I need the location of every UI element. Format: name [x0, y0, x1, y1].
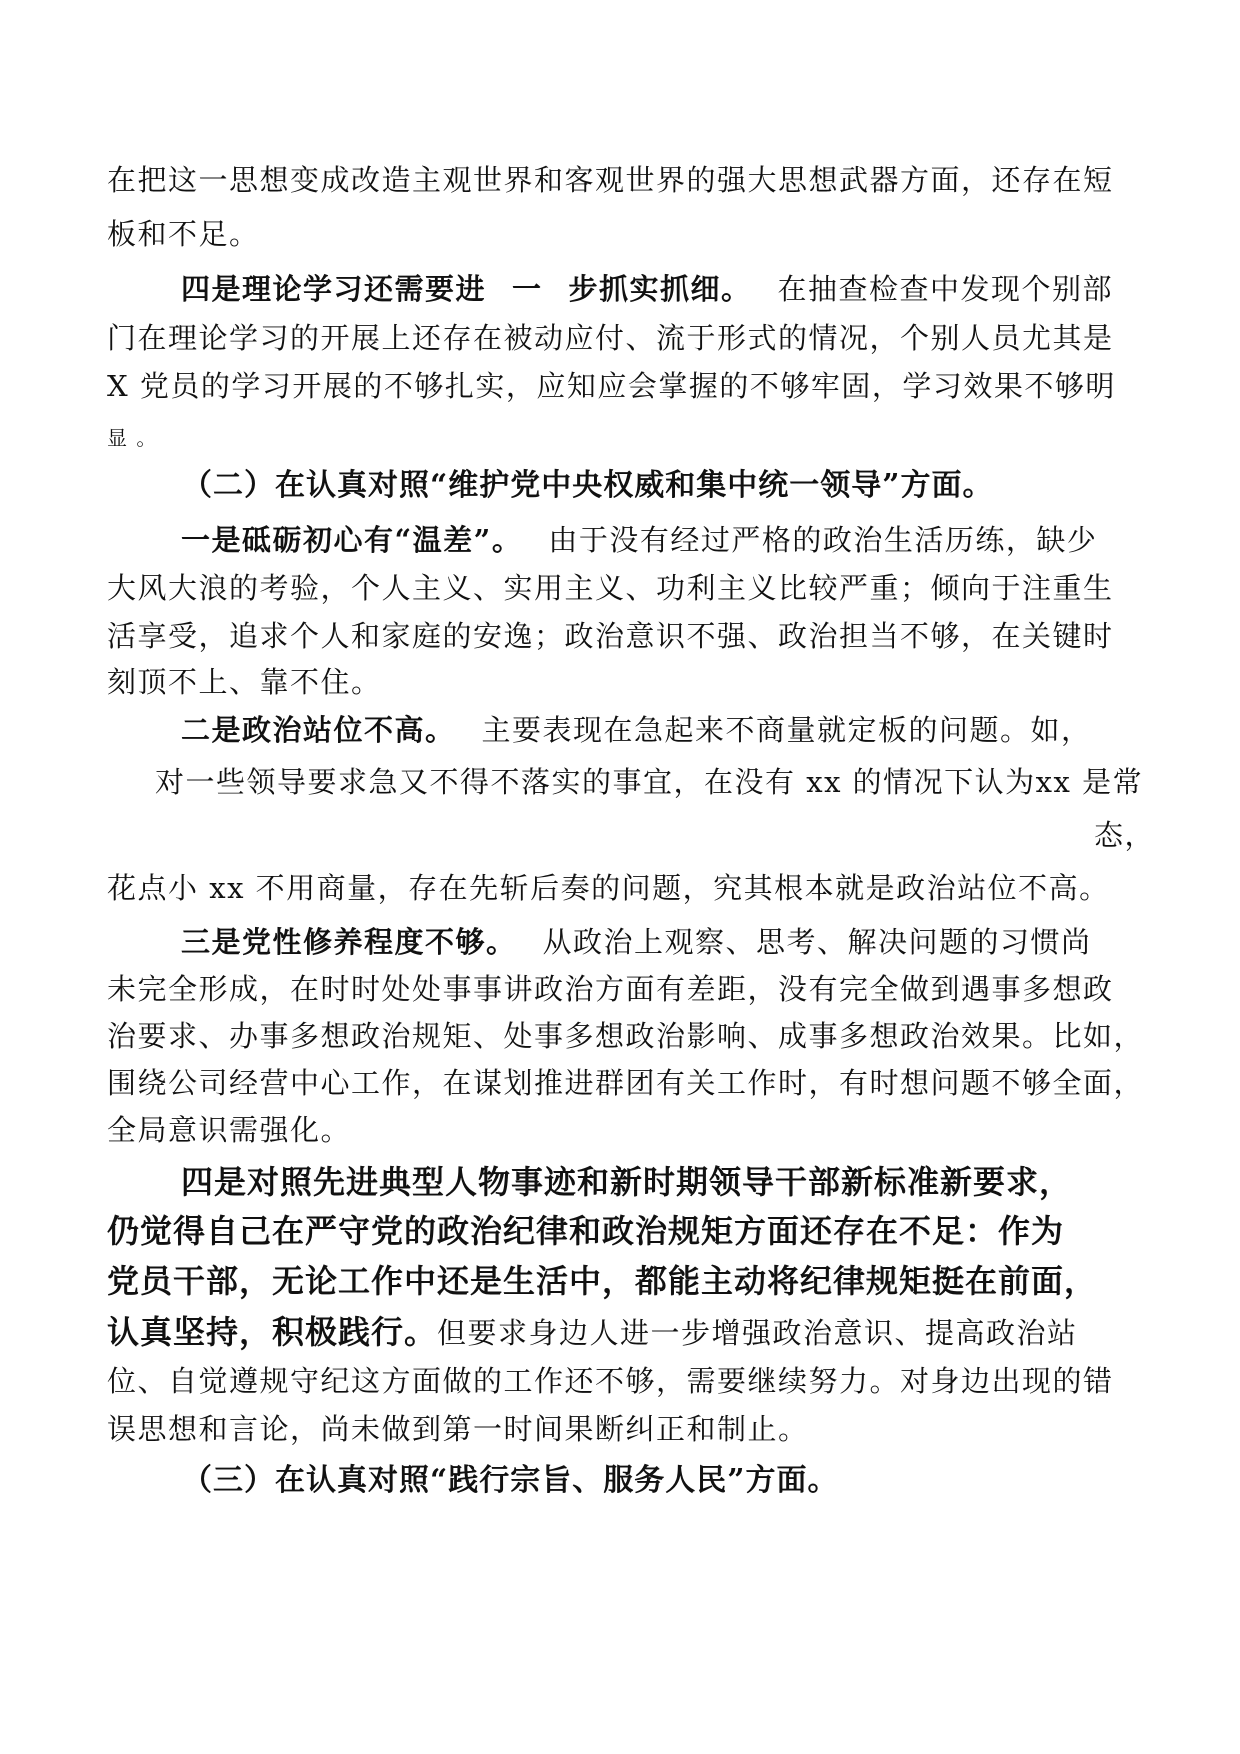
paragraph-line: 板和不足。 [107, 217, 260, 251]
paragraph-line: 四是理论学习还需要进 一 步抓实抓细。 在抽查检查中发现个别部 [181, 272, 1114, 306]
item-lead: 一是砥砺初心有“温差”。 [181, 523, 523, 557]
paragraph-line: 刻顶不上、靠不住。 [107, 665, 382, 699]
paragraph-line: 认真坚持，积极践行。但要求身边人进一步增强政治意识、提高政治站 [107, 1313, 1078, 1351]
paragraph-line: 活享受，追求个人和家庭的安逸；政治意识不强、政治担当不够，在关键时 [107, 619, 1114, 653]
paragraph-line: 位、自觉遵规守纪这方面做的工作还不够，需要继续努力。对身边出现的错 [107, 1364, 1114, 1398]
paragraph-line: 态， [1094, 818, 1156, 852]
paragraph-line: 在把这一思想变成改造主观世界和客观世界的强大思想武器方面，还存在短 [107, 163, 1114, 197]
section-heading: （三）在认真对照“践行宗旨、服务人民”方面。 [182, 1463, 839, 1498]
paragraph-line: 四是对照先进典型人物事迹和新时期领导干部新标准新要求， [181, 1163, 1073, 1201]
item-lead: 三是党性修养程度不够。 [181, 925, 517, 959]
paragraph-line: 仍觉得自己在严守党的政治纪律和政治规矩方面还存在不足：作为 [107, 1212, 1065, 1250]
paragraph-line: 花点小 xx 不用商量，存在先斩后奏的问题，究其根本就是政治站位不高。 [107, 871, 1110, 905]
paragraph-line: X 党员的学习开展的不够扎实，应知应会掌握的不够牢固，学习效果不够明 [107, 369, 1116, 403]
paragraph-line: 显 。 [107, 426, 158, 450]
paragraph-line: 围绕公司经营中心工作，在谋划推进群团有关工作时，有时想问题不够全面， [107, 1066, 1145, 1100]
paragraph-line: 门在理论学习的开展上还存在被动应付、流于形式的情况，个别人员尤其是 [107, 321, 1114, 355]
paragraph-line: 治要求、办事多想政治规矩、处事多想政治影响、成事多想政治效果。比如， [107, 1019, 1145, 1053]
paragraph-line: 大风大浪的考验，个人主义、实用主义、功利主义比较严重；倾向于注重生 [107, 571, 1114, 605]
section-heading: （二）在认真对照“维护党中央权威和集中统一领导”方面。 [182, 468, 994, 503]
paragraph-line: 二是政治站位不高。 主要表现在急起来不商量就定板的问题。如， [181, 713, 1092, 747]
paragraph-line: 未完全形成，在时时处处事事讲政治方面有差距，没有完全做到遇事多想政 [107, 972, 1114, 1006]
paragraph-line: 误思想和言论，尚未做到第一时间果断纠正和制止。 [107, 1412, 809, 1446]
item-lead: 认真坚持，积极践行。 [107, 1313, 438, 1351]
paragraph-line: 一是砥砺初心有“温差”。 由于没有经过严格的政治生活历练，缺少 [181, 523, 1098, 557]
item-lead: 二是政治站位不高。 [181, 713, 456, 747]
paragraph-line: 三是党性修养程度不够。 从政治上观察、思考、解决问题的习惯尚 [181, 925, 1092, 959]
paragraph-line: 对一些领导要求急又不得不落实的事宜，在没有 xx 的情况下认为xx 是常 [155, 765, 1144, 799]
paragraph-line: 党员干部，无论工作中还是生活中，都能主动将纪律规矩挺在前面， [107, 1262, 1098, 1300]
item-lead: 四是理论学习还需要进 [181, 272, 487, 306]
paragraph-line: 全局意识需强化。 [107, 1113, 352, 1147]
